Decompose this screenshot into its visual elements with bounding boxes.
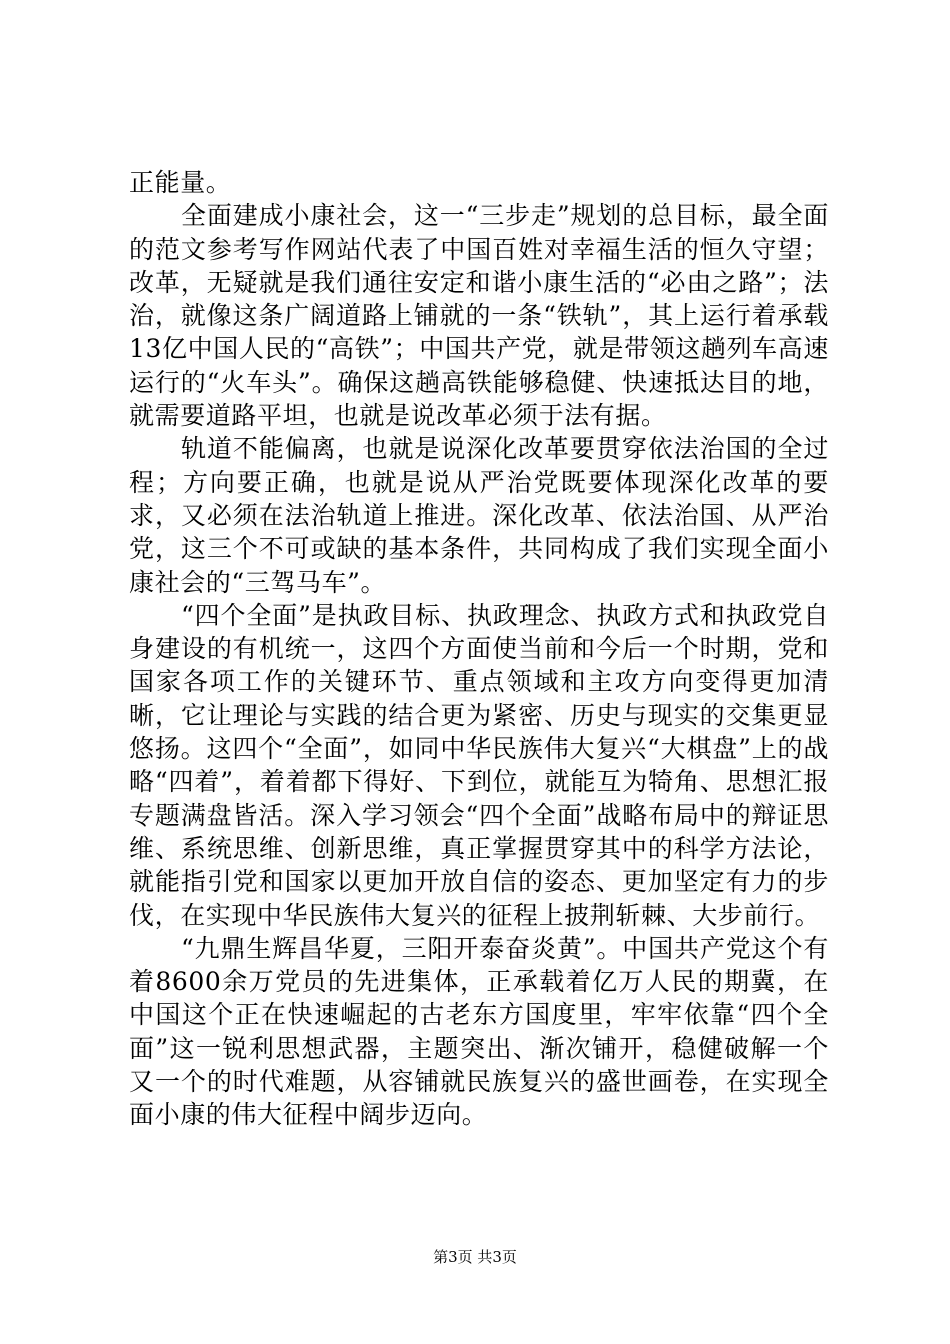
page-number-footer: 第3页 共3页 <box>433 1248 517 1266</box>
document-body <box>129 166 829 1132</box>
paragraph-4: “四个全面”是执政目标、执政理念、执政方式和执政党自身建设的有机统一，这四个方面使当前和今后一个时期，党和国家各项工作的关键环节、重点领域和主攻方向变得更加清晰，它让理论与实践的结合更为紧密、历史与现实的交集更显悠扬。这四个“全面”，如同中华民族伟大复兴“大棋盘”上的战略“四着”，着着都下得好、下到位，就能互为犄角、思想汇报专题满盘皆活。深入学习领会“四个全面”战略布局中的辩证思维、系统思维、创新思维，真正掌握贯穿其中的科学方法论，就能指引党和国家以更加开放自信的姿态、更加坚定有力的步伐，在实现中华民族伟大复兴的征程上披荆斩棘、大步前行。 <box>129 600 829 930</box>
paragraph-2: 全面建成小康社会，这一“三步走”规划的总目标，最全面的范文参考写作网站代表了中国百姓对幸福生活的恒久守望；改革，无疑就是我们通往安定和谐小康生活的“必由之路”；法治，就像这条广阔道路上铺就的一条“铁轨”，其上运行着承载13亿中国人民的“高铁”；中国共产党，就是带领这趟列车高速运行的“火车头”。确保这趟高铁能够稳健、快速抵达目的地，就需要道路平坦，也就是说改革必须于法有据。 <box>129 201 829 431</box>
paragraph-5: “九鼎生辉昌华夏，三阳开泰奋炎黄”。中国共产党这个有着8600余万党员的先进集体，正承载着亿万人民的期冀，在中国这个正在快速崛起的古老东方国度里，牢牢依靠“四个全面”这一锐利思想武器，主题突出、渐次铺开，稳健破解一个又一个的时代难题，从容铺就民族复兴的盛世画卷，在实现全面小康的伟大征程中阔步迈向。 <box>129 933 829 1130</box>
paragraph-3: 轨道不能偏离，也就是说深化改革要贯穿依法治国的全过程；方向要正确，也就是说从严治党既要体现深化改革的要求，又必须在法治轨道上推进。深化改革、依法治国、从严治党，这三个不可或缺的基本条件，共同构成了我们实现全面小康社会的“三驾马车”。 <box>129 434 829 597</box>
paragraph-1: 正能量。 <box>129 168 232 197</box>
